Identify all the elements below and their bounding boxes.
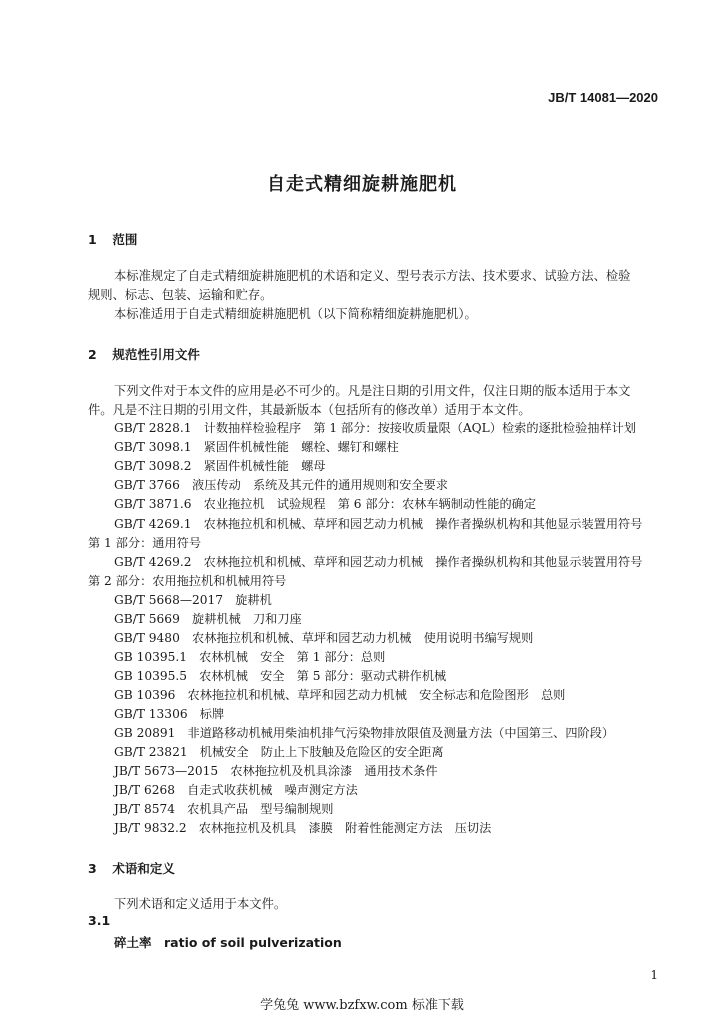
reference-item: JB/T 5673—2015 农林拖拉机及机具涂漆 通用技术条件 [114,764,438,778]
reference-item: GB/T 3871.6 农业拖拉机 试验规程 第 6 部分：农林车辆制动性能的确定 [114,497,537,511]
section-title: 术语和定义 [112,861,175,876]
reference-item: GB/T 13306 标牌 [114,707,225,721]
section-1-heading [88,230,137,248]
section-number: 2 [88,347,97,362]
reference-item: JB/T 6268 自走式收获机械 噪声测定方法 [114,783,358,797]
standard-number: JB/T 14081—2020 [548,90,658,105]
page-number: 1 [650,968,658,982]
subsection-number: 3.1 [88,913,111,928]
reference-item: GB/T 9480 农林拖拉机和机械、草坪和园艺动力机械 使用说明书编写规则 [114,631,534,645]
paragraph-continuation: 件。凡是不注日期的引用文件，其最新版本（包括所有的修改单）适用于本文件。 [88,403,531,417]
reference-item: JB/T 9832.2 农林拖拉机及机具 漆膜 附着性能测定方法 压切法 [114,821,492,835]
reference-item: GB/T 4269.1 农林拖拉机和机械、草坪和园艺动力机械 操作者操纵机构和其他显示装置用符号 [114,517,643,531]
reference-item: GB/T 3766 液压传动 系统及其元件的通用规则和安全要求 [114,478,448,492]
reference-item-continuation: 第 2 部分：农用拖拉机和机械用符号 [88,574,287,588]
paragraph: 本标准规定了自走式精细旋耕施肥机的术语和定义、型号表示方法、技术要求、试验方法、检验 [114,269,631,283]
paragraph-continuation: 规则、标志、包装、运输和贮存。 [88,288,273,302]
reference-item: GB/T 3098.1 紧固件机械性能 螺栓、螺钉和螺柱 [114,440,399,454]
reference-item: GB/T 23821 机械安全 防止上下肢触及危险区的安全距离 [114,745,444,759]
reference-item-continuation: 第 1 部分：通用符号 [88,536,202,550]
paragraph: 本标准适用于自走式精细旋耕施肥机（以下简称精细旋耕施肥机）。 [114,307,477,321]
reference-item: JB/T 8574 农机具产品 型号编制规则 [114,802,334,816]
section-3-heading [88,859,175,877]
reference-item: GB 10395.5 农林机械 安全 第 5 部分：驱动式耕作机械 [114,669,447,683]
section-2-heading [88,345,200,363]
document-title: 自走式精细旋耕施肥机 [267,174,457,195]
reference-item: GB/T 2828.1 计数抽样检验程序 第 1 部分：按接收质量限（AQL）检索的逐批检验抽样计划 [114,421,637,435]
section-title: 范围 [112,232,138,247]
section-number: 3 [88,861,97,876]
reference-item: GB/T 5668—2017 旋耕机 [114,593,272,607]
reference-item: GB 10395.1 农林机械 安全 第 1 部分：总则 [114,650,386,664]
paragraph: 下列术语和定义适用于本文件。 [114,897,287,911]
watermark-footer: 学兔兔 www.bzfxw.com 标准下载 [260,998,464,1013]
section-number: 1 [88,232,97,247]
paragraph: 下列文件对于本文件的应用是必不可少的。凡是注日期的引用文件，仅注日期的版本适用于本文 [114,384,631,398]
term-heading: 碎土率 ratio of soil pulverization [114,935,342,950]
reference-item: GB/T 5669 旋耕机械 刀和刀座 [114,612,302,626]
reference-item: GB 10396 农林拖拉机和机械、草坪和园艺动力机械 安全标志和危险图形 总则 [114,688,566,702]
reference-item: GB/T 3098.2 紧固件机械性能 螺母 [114,459,326,473]
reference-item: GB 20891 非道路移动机械用柴油机排气污染物排放限值及测量方法（中国第三、四阶段） [114,726,615,740]
section-title: 规范性引用文件 [112,347,200,362]
reference-item: GB/T 4269.2 农林拖拉机和机械、草坪和园艺动力机械 操作者操纵机构和其他显示装置用符号 [114,555,643,569]
